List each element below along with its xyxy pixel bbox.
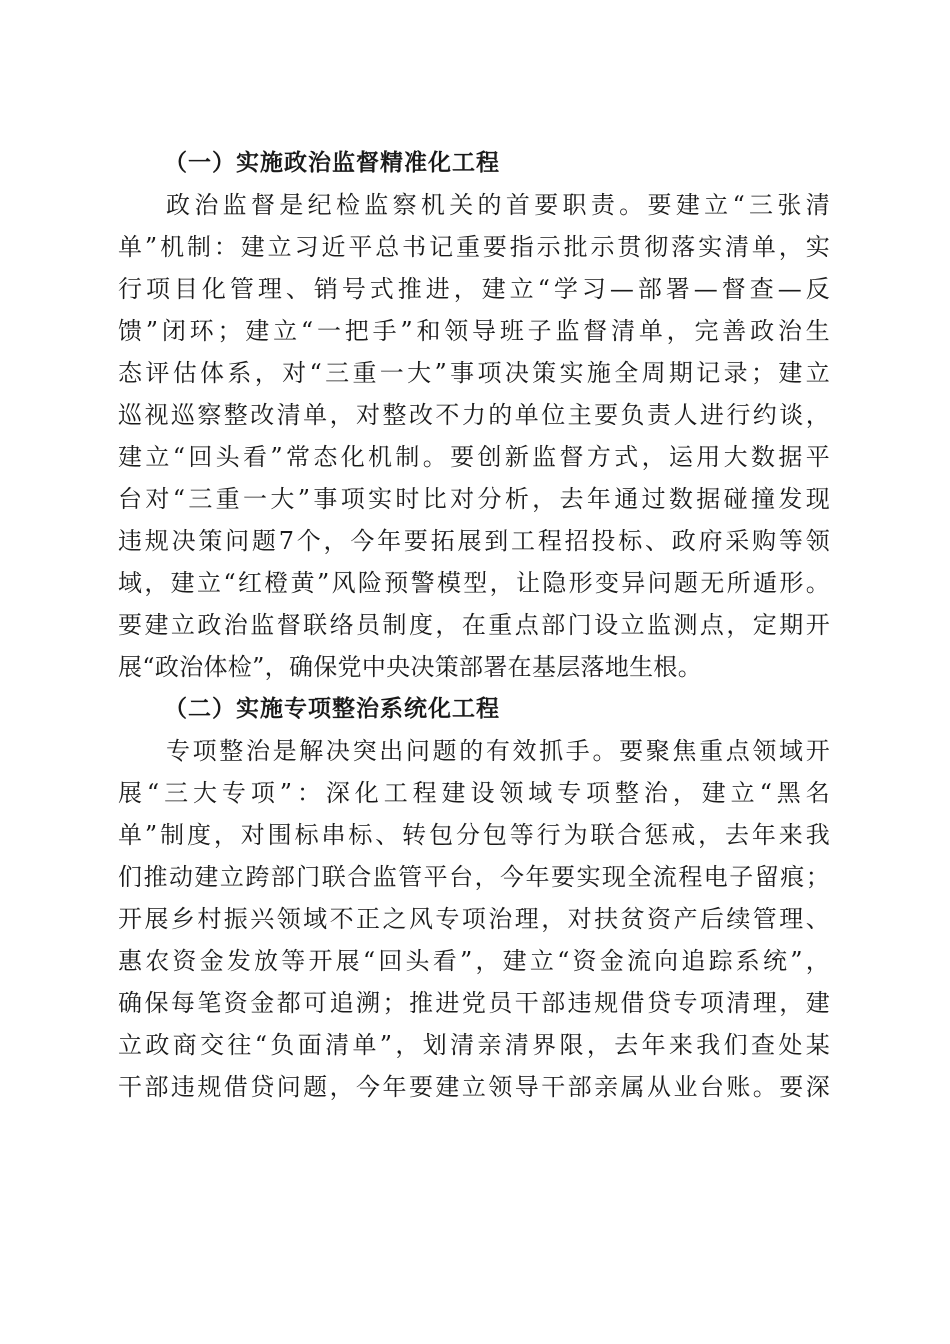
text-line: 台对“三重一大”事项实时比对分析，去年通过数据碰撞发现 — [118, 485, 830, 513]
text-line: 单”制度，对围标串标、转包分包等行为联合惩戒，去年来我 — [118, 821, 830, 849]
text-line: 专项整治是解决突出问题的有效抓手。要聚焦重点领域开 — [166, 737, 830, 765]
section-2-paragraph — [118, 730, 830, 1108]
text-line: 开展乡村振兴领域不正之风专项治理，对扶贫资产后续管理、 — [118, 905, 830, 933]
text-line: 展“三大专项”：深化工程建设领域专项整治，建立“黑名 — [118, 779, 830, 807]
text-line: 要建立政治监督联络员制度，在重点部门设立监测点，定期开 — [118, 611, 830, 639]
document-body — [118, 142, 830, 1108]
text-line: 惠农资金发放等开展“回头看”，建立“资金流向追踪系统”， — [118, 947, 830, 975]
text-line: 干部违规借贷问题，今年要建立领导干部亲属从业台账。要深 — [118, 1073, 830, 1101]
text-line: 展“政治体检”，确保党中央决策部署在基层落地生根。 — [118, 653, 703, 681]
text-line: 单”机制：建立习近平总书记重要指示批示贯彻落实清单，实 — [118, 233, 830, 261]
text-line: 巡视巡察整改清单，对整改不力的单位主要负责人进行约谈， — [118, 401, 830, 429]
section-1-paragraph — [118, 184, 830, 688]
text-line: 立政商交往“负面清单”，划清亲清界限，去年来我们查处某 — [118, 1031, 830, 1059]
section-2-heading: （二）实施专项整治系统化工程 — [164, 695, 500, 722]
text-line: 馈”闭环；建立“一把手”和领导班子监督清单，完善政治生 — [118, 317, 830, 345]
text-line: 建立“回头看”常态化机制。要创新监督方式，运用大数据平 — [118, 443, 830, 471]
text-line: 们推动建立跨部门联合监管平台，今年要实现全流程电子留痕； — [118, 863, 830, 891]
text-line: 域，建立“红橙黄”风险预警模型，让隐形变异问题无所遁形。 — [118, 569, 830, 597]
text-line: 确保每笔资金都可追溯；推进党员干部违规借贷专项清理，建 — [118, 989, 830, 1017]
section-1-heading: （一）实施政治监督精准化工程 — [164, 149, 500, 176]
text-line: 违规决策问题7个，今年要拓展到工程招投标、政府采购等领 — [118, 527, 830, 555]
text-line: 态评估体系，对“三重一大”事项决策实施全周期记录；建立 — [118, 359, 830, 387]
text-line: 行项目化管理、销号式推进，建立“学习—部署—督查—反 — [118, 275, 830, 303]
text-line: 政治监督是纪检监察机关的首要职责。要建立“三张清 — [166, 191, 830, 219]
